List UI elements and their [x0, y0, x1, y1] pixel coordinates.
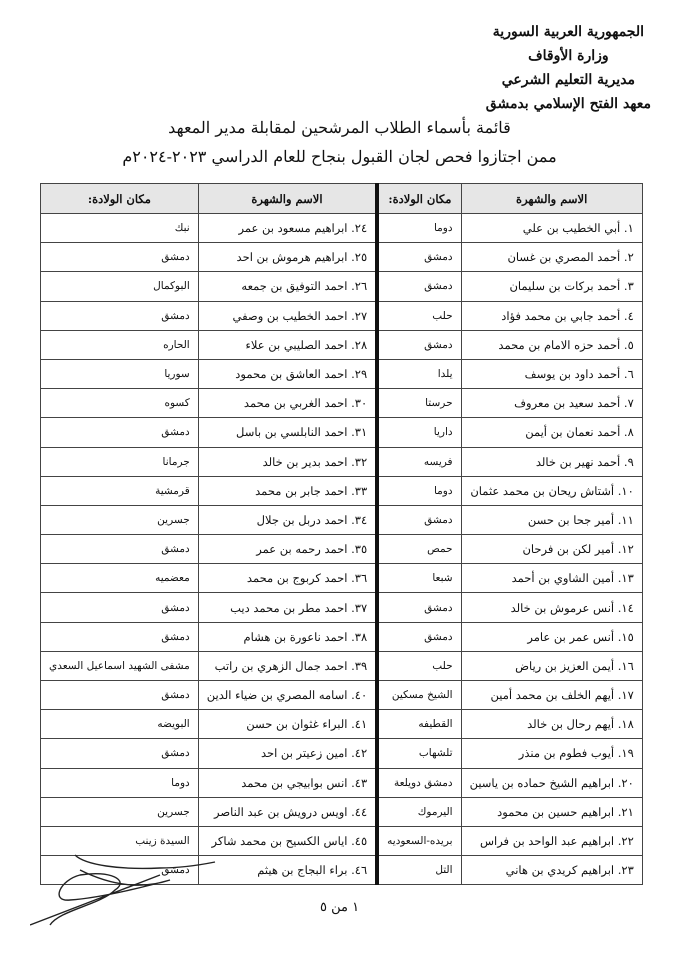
- birth-place: دمشق: [377, 593, 461, 622]
- student-name: ٤٣. انس بوابيجي بن محمد: [198, 768, 377, 797]
- table-row: [41, 505, 643, 534]
- table-row: [41, 651, 643, 680]
- birth-place: داريا: [377, 418, 461, 447]
- birth-place: البوكمال: [41, 272, 199, 301]
- birth-place: التل: [377, 856, 461, 885]
- birth-place: دمشق: [41, 301, 199, 330]
- student-name: ٣٣. احمد جابر بن محمد: [198, 476, 377, 505]
- student-name: ٢٢. ابراهيم عبد الواحد بن فراس: [461, 826, 642, 855]
- student-name: ١٨. أيهم رحال بن خالد: [461, 710, 642, 739]
- birth-place: فريسه: [377, 447, 461, 476]
- birth-place: جسرين: [41, 797, 199, 826]
- student-name: ٣٢. احمد بدير بن خالد: [198, 447, 377, 476]
- letterhead-ministry: وزارة الأوقاف: [528, 48, 609, 64]
- student-name: ٣٥. احمد رحمه بن عمر: [198, 535, 377, 564]
- birth-place: جسرين: [41, 505, 199, 534]
- birth-place: حلب: [377, 301, 461, 330]
- birth-place: دمشق: [377, 272, 461, 301]
- birth-place: دمشق: [377, 505, 461, 534]
- table-row: [41, 214, 643, 243]
- birth-place: كسوه: [41, 389, 199, 418]
- student-name: ١٢. أمير لكن بن فرحان: [461, 535, 642, 564]
- table-row: [41, 389, 643, 418]
- student-name: ٢٣. ابراهيم كريدي بن هاني: [461, 856, 642, 885]
- student-name: ٥. أحمد حزه الامام بن محمد: [461, 330, 642, 359]
- birth-place: جرمانا: [41, 447, 199, 476]
- table-header-row: [41, 184, 643, 214]
- student-name: ٤١. البراء غثوان بن حسن: [198, 710, 377, 739]
- student-name: ٢١. ابراهيم حسين بن محمود: [461, 797, 642, 826]
- student-name: ٤. أحمد جابي بن محمد فؤاد: [461, 301, 642, 330]
- birth-place: اليرموك: [377, 797, 461, 826]
- letterhead-directorate: مديرية التعليم الشرعي: [501, 72, 636, 88]
- column-header-place: مكان الولادة:: [41, 184, 199, 214]
- table-row: [41, 359, 643, 388]
- birth-place: دمشق: [41, 739, 199, 768]
- birth-place: دمشق: [41, 856, 199, 885]
- signature-icon: [30, 850, 230, 935]
- birth-place: دمشق: [41, 243, 199, 272]
- student-name: ١١. أمير جحا بن حسن: [461, 505, 642, 534]
- student-name: ١٥. أنس عمر بن عامر: [461, 622, 642, 651]
- birth-place: دمشق: [41, 681, 199, 710]
- students-table: [40, 183, 643, 885]
- table-row: [41, 797, 643, 826]
- letterhead-institute: معهد الفتح الإسلامي بدمشق: [485, 96, 651, 112]
- table-row: [41, 768, 643, 797]
- birth-place: معضميه: [41, 564, 199, 593]
- student-name: ٧. أحمد سعيد بن معروف: [461, 389, 642, 418]
- birth-place: حرستا: [377, 389, 461, 418]
- birth-place: شبعا: [377, 564, 461, 593]
- table-row: [41, 535, 643, 564]
- birth-place: قرمشية: [41, 476, 199, 505]
- birth-place: نبك: [41, 214, 199, 243]
- birth-place: دمشق: [41, 418, 199, 447]
- birth-place: حمص: [377, 535, 461, 564]
- birth-place: السيدة زينب: [41, 826, 199, 855]
- student-name: ٤٠. اسامه المصري بن ضياء الدين: [198, 681, 377, 710]
- birth-place: الشيخ مسكين: [377, 681, 461, 710]
- column-header-name: الاسم والشهرة: [198, 184, 377, 214]
- birth-place: يلدا: [377, 359, 461, 388]
- table-row: [41, 476, 643, 505]
- student-name: ٦. أحمد داود بن يوسف: [461, 359, 642, 388]
- student-name: ١. أبي الخطيب بن علي: [461, 214, 642, 243]
- student-name: ٨. أحمد نعمان بن أيمن: [461, 418, 642, 447]
- student-name: ٣١. احمد النابلسي بن باسل: [198, 418, 377, 447]
- birth-place: دوما: [41, 768, 199, 797]
- letterhead-country: الجمهورية العربية السورية: [492, 24, 644, 40]
- student-name: ١٣. أمين الشاوي بن أحمد: [461, 564, 642, 593]
- student-name: ٤٦. براء البجاج بن هيثم: [198, 856, 377, 885]
- student-name: ٢٩. احمد العاشق بن محمود: [198, 359, 377, 388]
- table-row: [41, 564, 643, 593]
- birth-place: دمشق: [377, 622, 461, 651]
- student-name: ١٩. أيوب فطوم بن منذر: [461, 739, 642, 768]
- birth-place: سوريا: [41, 359, 199, 388]
- student-name: ٣٤. احمد دربل بن جلال: [198, 505, 377, 534]
- student-name: ٣٨. احمد ناعورة بن هشام: [198, 622, 377, 651]
- birth-place: بريده-السعوديه: [377, 826, 461, 855]
- birth-place: دمشق: [41, 535, 199, 564]
- table-row: [41, 593, 643, 622]
- student-name: ٢٥. ابراهيم هرموش بن احد: [198, 243, 377, 272]
- student-name: ١٤. أنس عرموش بن خالد: [461, 593, 642, 622]
- student-name: ٣٧. احمد مطر بن محمد ديب: [198, 593, 377, 622]
- student-name: ٢٤. ابراهيم مسعود بن عمر: [198, 214, 377, 243]
- page-number: ١ من ٥: [319, 900, 360, 915]
- birth-place: دمشق: [377, 243, 461, 272]
- birth-place: دمشق: [377, 330, 461, 359]
- student-name: ٢. أحمد المصري بن غسان: [461, 243, 642, 272]
- table-row: [41, 622, 643, 651]
- table-row: [41, 418, 643, 447]
- column-header-place: مكان الولادة:: [377, 184, 461, 214]
- birth-place: دوما: [377, 214, 461, 243]
- student-name: ٣٦. احمد كربوج بن محمد: [198, 564, 377, 593]
- birth-place: حلب: [377, 651, 461, 680]
- student-name: ٤٥. اياس الكسيح بن محمد شاكر: [198, 826, 377, 855]
- birth-place: مشفى الشهيد اسماعيل السعدي: [41, 651, 199, 680]
- student-name: ٩. أحمد نهير بن خالد: [461, 447, 642, 476]
- student-name: ٢٠. ابراهيم الشيخ حماده بن ياسين: [461, 768, 642, 797]
- student-name: ٣٩. احمد جمال الزهري بن راتب: [198, 651, 377, 680]
- student-name: ٣. أحمد بركات بن سليمان: [461, 272, 642, 301]
- birth-place: القطيفه: [377, 710, 461, 739]
- student-name: ٢٦. احمد التوفيق بن جمعه: [198, 272, 377, 301]
- table-row: [41, 447, 643, 476]
- student-name: ١٦. أيمن العزيز بن رياض: [461, 651, 642, 680]
- student-name: ٢٨. احمد الصليبي بن علاء: [198, 330, 377, 359]
- document-title: قائمة بأسماء الطلاب المرشحين لمقابلة مدير المعهد: [168, 118, 511, 137]
- column-header-name: الاسم والشهرة: [461, 184, 642, 214]
- student-name: ٤٢. امين زعيتر بن احد: [198, 739, 377, 768]
- birth-place: دمشق: [41, 593, 199, 622]
- birth-place: تلشهاب: [377, 739, 461, 768]
- table-row: [41, 243, 643, 272]
- student-name: ٤٤. اويس درويش بن عبد الناصر: [198, 797, 377, 826]
- birth-place: دمشق دويلعة: [377, 768, 461, 797]
- table-row: [41, 739, 643, 768]
- table-row: [41, 681, 643, 710]
- table-row: [41, 330, 643, 359]
- student-name: ٢٧. احمد الخطيب بن وصفي: [198, 301, 377, 330]
- birth-place: دوما: [377, 476, 461, 505]
- birth-place: الحاره: [41, 330, 199, 359]
- document-subtitle: ممن اجتازوا فحص لجان القبول بنجاح للعام الدراسي ٢٠٢٣-٢٠٢٤م: [122, 147, 557, 166]
- table-row: [41, 301, 643, 330]
- birth-place: البويضه: [41, 710, 199, 739]
- student-name: ٣٠. احمد الغربي بن محمد: [198, 389, 377, 418]
- birth-place: دمشق: [41, 622, 199, 651]
- student-name: ١٧. أيهم الخلف بن محمد أمين: [461, 681, 642, 710]
- letterhead: [486, 20, 651, 116]
- table-row: [41, 272, 643, 301]
- student-name: ١٠. أشتاش ريحان بن محمد عثمان: [461, 476, 642, 505]
- table-row: [41, 710, 643, 739]
